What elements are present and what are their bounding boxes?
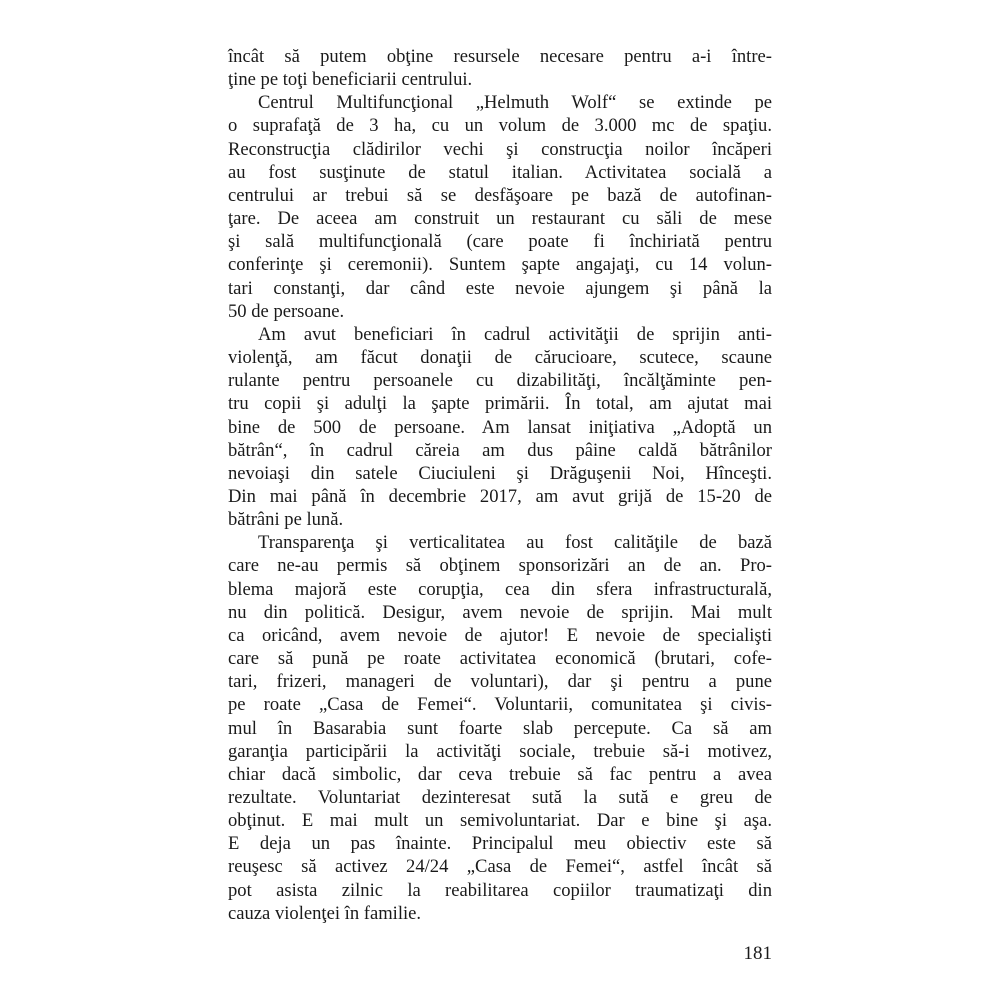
paragraph xyxy=(228,531,772,925)
text-line: nevoiaşi din satele Ciuciuleni şi Drăguşenii Noi, Hînceşti. xyxy=(228,462,772,484)
text-line: pe roate „Casa de Femei“. Voluntarii, comunitatea şi civis- xyxy=(228,694,772,716)
text-line: 50 de persoane. xyxy=(228,300,345,322)
text-line: rezultate. Voluntariat dezinteresat sută la sută e greu de xyxy=(228,787,772,808)
text-line: tru copii şi adulţi la şapte primării. În total, am ajutat mai xyxy=(228,393,772,415)
text-line: violenţă, am făcut donaţii de cărucioare, scutece, scaune xyxy=(228,347,772,369)
text-line: bătrâni pe lună. xyxy=(228,509,344,531)
body-text xyxy=(228,45,772,925)
text-line: garanţia participării la activităţi sociale, trebuie să-i motivez, xyxy=(228,740,772,762)
text-line: bătrân“, în cadrul căreia am dus pâine caldă bătrânilor xyxy=(228,439,772,461)
page-number: 181 xyxy=(743,943,772,964)
text-line: chiar dacă simbolic, dar ceva trebuie să fac pentru a avea xyxy=(228,763,772,785)
text-line: o suprafaţă de 3 ha, cu un volum de 3.000 mc de spaţiu. xyxy=(228,115,772,137)
text-line: tari, frizeri, manageri de voluntari), dar şi pentru a pune xyxy=(228,671,772,693)
text-line: bine de 500 de persoane. Am lansat iniţiativa „Adoptă un xyxy=(228,416,772,438)
text-line: încât să putem obţine resursele necesare pentru a-i între- xyxy=(228,46,772,67)
text-line: ţine pe toţi beneficiarii centrului. xyxy=(228,69,473,91)
paragraph xyxy=(228,91,772,323)
text-line: conferinţe şi ceremonii). Suntem şapte angajaţi, cu 14 volun- xyxy=(228,254,772,276)
paragraph xyxy=(228,45,772,91)
text-line: şi sală multifuncţională (care poate fi închiriată pentru xyxy=(228,231,772,253)
text-line: nu din politică. Desigur, avem nevoie de sprijin. Mai mult xyxy=(228,601,772,623)
paragraph xyxy=(228,323,772,531)
text-line: au fost susţinute de statul italian. Activitatea socială a xyxy=(228,161,772,183)
text-line: E deja un pas înainte. Principalul meu obiectiv este să xyxy=(228,833,772,855)
text-line: Transparenţa şi verticalitatea au fost calităţile de bază xyxy=(258,532,772,554)
text-line: ca oricând, avem nevoie de ajutor! E nevoie de specialişti xyxy=(228,624,772,646)
text-line: tari constanţi, dar când este nevoie ajungem şi până la xyxy=(228,277,772,299)
text-line: blema majoră este corupţia, cea din sfera infrastructurală, xyxy=(228,578,772,600)
text-line: rulante pentru persoanele cu dizabilităţi, încălţăminte pen- xyxy=(228,370,772,392)
text-line: pot asista zilnic la reabilitarea copiilor traumatizaţi din xyxy=(228,879,772,901)
text-line: Din mai până în decembrie 2017, am avut grijă de 15-20 de xyxy=(228,485,772,507)
text-line: centrului ar trebui să se desfăşoare pe bază de autofinan- xyxy=(228,184,772,206)
text-line: obţinut. E mai mult un semivoluntariat. Dar e bine şi aşa. xyxy=(228,810,772,832)
text-line: ţare. De aceea am construit un restaurant cu săli de mese xyxy=(228,208,772,230)
text-line: mul în Basarabia sunt foarte slab percepute. Ca să am xyxy=(228,717,772,739)
text-line: care ne-au permis să obţinem sponsorizări an de an. Pro- xyxy=(228,555,772,577)
text-line: Centrul Multifuncţional „Helmuth Wolf“ se extinde pe xyxy=(258,92,772,114)
text-line: Reconstrucţia clădirilor vechi şi construcţia noilor încăperi xyxy=(228,138,772,160)
text-line: Am avut beneficiari în cadrul activităţii de sprijin anti- xyxy=(258,323,772,345)
text-line: cauza violenţei în familie. xyxy=(228,902,422,924)
text-line: reuşesc să activez 24/24 „Casa de Femei“, astfel încât să xyxy=(228,856,772,878)
text-line: care să pună pe roate activitatea economică (brutari, cofe- xyxy=(228,648,772,670)
